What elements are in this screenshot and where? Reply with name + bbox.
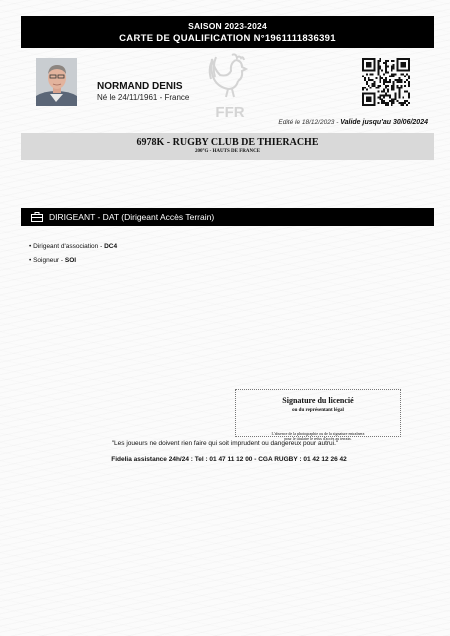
role-item-label: • Soigneur - <box>29 257 65 264</box>
signature-subtitle: ou du représentant légal <box>292 408 344 413</box>
issue-dates <box>278 119 428 126</box>
rooster-logo-icon <box>206 51 254 121</box>
role-title: DIRIGEANT - DAT (Dirigeant Accès Terrain) <box>49 212 215 222</box>
list-item <box>29 257 117 264</box>
assistance-contact: Fidelia assistance 24h/24 : Tel : 01 47 11 12 00 - CGA RUGBY : 01 42 12 26 42 <box>111 456 347 463</box>
list-item <box>29 243 117 250</box>
header-band <box>21 16 434 48</box>
member-name: NORMAND DENIS <box>97 81 183 92</box>
season-label: SAISON 2023-2024 <box>188 21 267 31</box>
member-photo <box>36 58 77 106</box>
club-region: 200°G - HAUTS DE FRANCE <box>194 149 261 154</box>
role-list <box>29 243 117 271</box>
card-title: CARTE DE QUALIFICATION N°1961111836391 <box>119 33 336 44</box>
signature-note-line1: L'absence de la photographie ou de la signature entraînera <box>271 431 365 436</box>
club-name: 6978K - RUGBY CLUB DE THIERACHE <box>136 137 319 148</box>
role-band <box>21 208 434 226</box>
signature-title: Signature du licencié <box>282 396 354 405</box>
valid-until: Valide jusqu'au 30/06/2024 <box>340 119 428 126</box>
role-item-code: SOI <box>64 257 77 264</box>
birth-info: Né le 24/11/1961 - France <box>97 93 190 102</box>
signature-box <box>235 389 401 441</box>
safety-warning: "Les joueurs ne doivent rien faire qui soit imprudent ou dangereux pour autrui." <box>111 440 339 447</box>
briefcase-icon <box>31 212 43 222</box>
role-item-code: DC4 <box>104 243 118 250</box>
logo-text: FFR <box>215 104 245 121</box>
role-item-label: • Dirigeant d'association - <box>29 243 105 250</box>
edited-date: Edité le 18/12/2023 - <box>278 119 341 126</box>
signature-note-line2: pour le titulaire le refus d'accès au terrain. <box>284 436 352 441</box>
club-band <box>21 133 434 160</box>
qr-code <box>362 58 410 106</box>
